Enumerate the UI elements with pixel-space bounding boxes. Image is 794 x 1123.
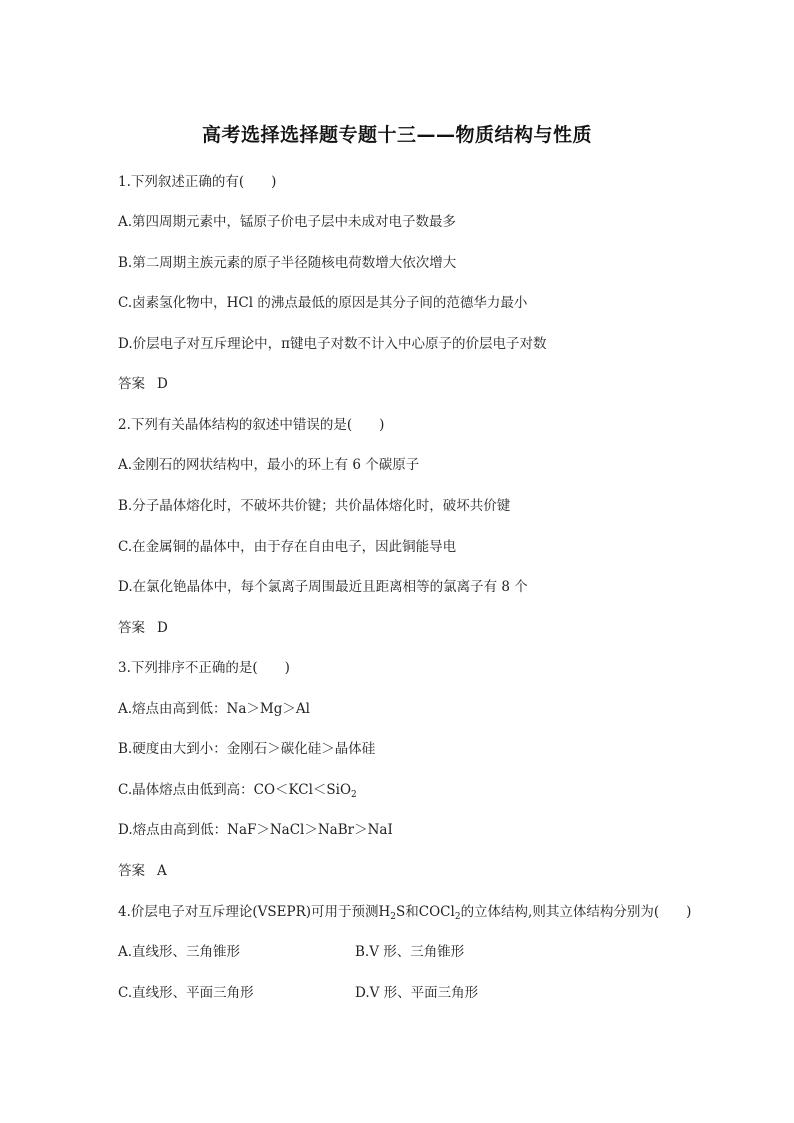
q3-option-b: B.硬度由大到小：金刚石＞碳化硅＞晶体硅 bbox=[118, 741, 376, 757]
q1-option-c: C.卤素氢化物中，HCl 的沸点最低的原因是其分子间的范德华力最小 bbox=[118, 295, 528, 311]
q4-stem-part1: 4.价层电子对互斥理论(VSEPR)可用于预测H bbox=[118, 904, 391, 920]
q2-option-a: A.金刚石的网状结构中，最小的环上有 6 个碳原子 bbox=[118, 457, 420, 473]
q4-option-a: A.直线形、三角锥形 bbox=[118, 944, 241, 960]
q4-stem-part3: 的立体结构,则其立体结构分别为( ) bbox=[460, 904, 692, 920]
q2-stem: 2.下列有关晶体结构的叙述中错误的是( ) bbox=[118, 417, 385, 433]
answer-label: 答案 bbox=[118, 376, 145, 392]
q4-option-b: B.V 形、三角锥形 bbox=[355, 944, 465, 960]
q3-stem: 3.下列排序不正确的是( ) bbox=[118, 660, 290, 676]
q3-answer-value: A bbox=[157, 863, 167, 879]
q1-stem: 1.下列叙述正确的有( ) bbox=[118, 174, 277, 190]
q4-option-d: D.V 形、平面三角形 bbox=[355, 985, 479, 1001]
answer-label: 答案 bbox=[118, 620, 145, 636]
q2-option-d: D.在氯化铯晶体中，每个氯离子周围最近且距离相等的氯离子有 8 个 bbox=[118, 579, 528, 595]
q2-option-b: B.分子晶体熔化时，不破坏共价键；共价晶体熔化时，破坏共价键 bbox=[118, 498, 511, 514]
q1-option-d: D.价层电子对互斥理论中，π键电子对数不计入中心原子的价层电子对数 bbox=[118, 336, 547, 352]
q3-option-c bbox=[118, 781, 357, 799]
q3-answer bbox=[118, 862, 167, 880]
q3-option-a: A.熔点由高到低：Na＞Mg＞Al bbox=[118, 701, 310, 717]
q4-stem bbox=[118, 903, 691, 921]
q4-stem-part2: S和COCl bbox=[396, 904, 455, 920]
q1-option-a: A.第四周期元素中，锰原子价电子层中未成对电子数最多 bbox=[118, 214, 457, 230]
q3-option-c-text: C.晶体熔点由低到高：CO＜KCl＜SiO bbox=[118, 782, 352, 798]
q1-answer-value: D bbox=[157, 376, 168, 392]
q4-option-c: C.直线形、平面三角形 bbox=[118, 985, 254, 1001]
answer-label: 答案 bbox=[118, 863, 145, 879]
q1-answer bbox=[118, 375, 168, 393]
page-title: 高考选择选择题专题十三——物质结构与性质 bbox=[201, 124, 592, 146]
q2-option-c: C.在金属铜的晶体中，由于存在自由电子，因此铜能导电 bbox=[118, 539, 457, 555]
q2-answer-value: D bbox=[157, 620, 168, 636]
q3-option-c-subscript: 2 bbox=[351, 790, 357, 800]
q1-option-b: B.第二周期主族元素的原子半径随核电荷数增大依次增大 bbox=[118, 255, 457, 271]
q4-stem-sub1: 2 bbox=[390, 912, 397, 922]
q4-stem-sub2: 2 bbox=[454, 912, 461, 922]
q3-option-d: D.熔点由高到低：NaF＞NaCl＞NaBr＞NaI bbox=[118, 822, 393, 838]
q2-answer bbox=[118, 619, 168, 637]
